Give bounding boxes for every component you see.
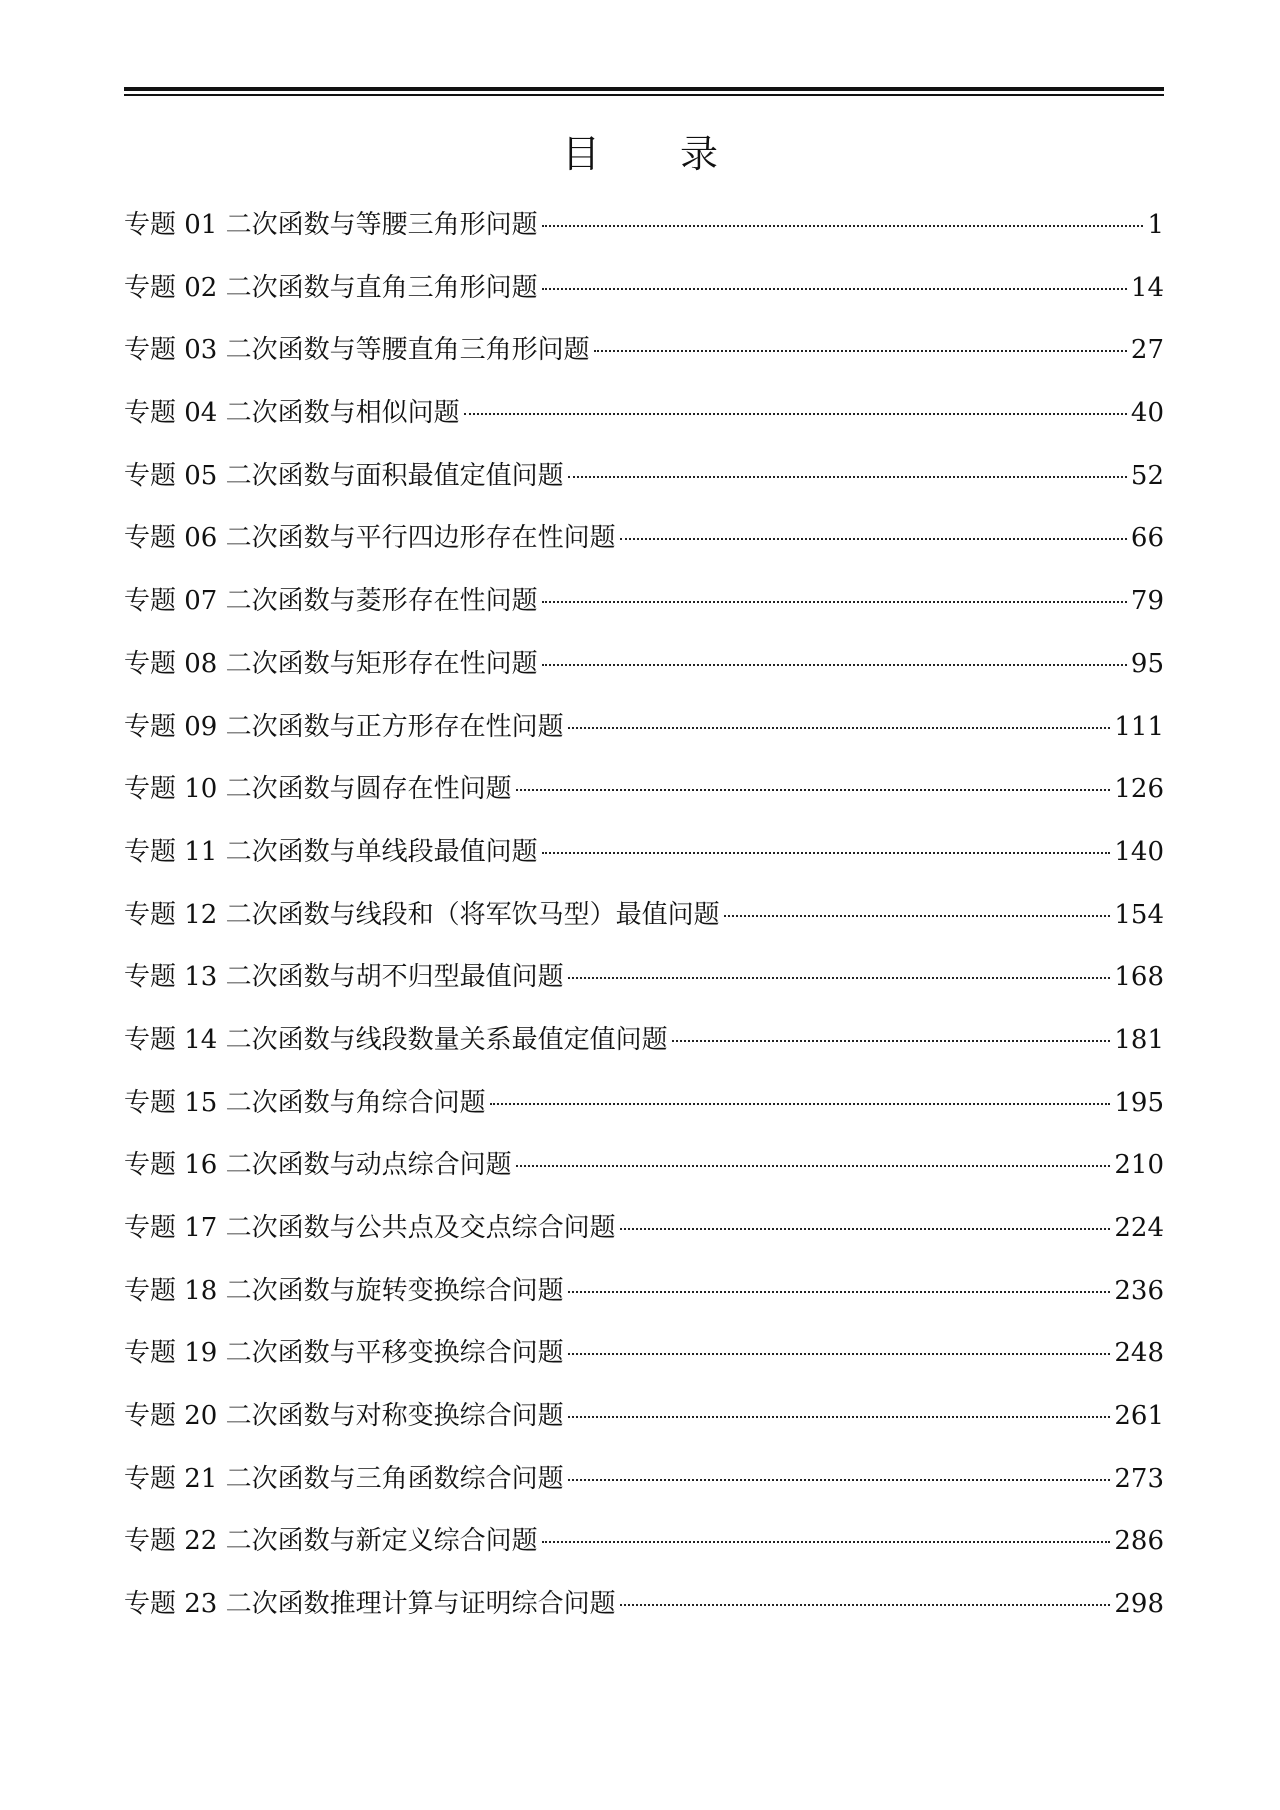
- toc-entry-title: 专题 11 二次函数与单线段最值问题: [124, 836, 538, 867]
- toc-entry-page: 79: [1130, 586, 1164, 617]
- toc-entry-leader: [516, 1165, 1111, 1167]
- toc-entry[interactable]: [124, 830, 1164, 893]
- toc-entry[interactable]: [124, 328, 1164, 391]
- toc-entry-page: 1: [1147, 210, 1164, 240]
- toc-entry-page: 95: [1130, 648, 1164, 679]
- toc-entry[interactable]: [124, 1018, 1164, 1081]
- toc-entry-title: 专题 01 二次函数与等腰三角形问题: [124, 210, 538, 240]
- toc-entry-leader: [568, 977, 1111, 979]
- toc-entry-leader: [542, 601, 1127, 603]
- toc-entry-title: 专题 02 二次函数与直角三角形问题: [124, 272, 538, 303]
- toc-entry-leader: [568, 476, 1127, 478]
- header-rule-thin: [124, 94, 1164, 96]
- toc-entry-leader: [542, 225, 1144, 227]
- toc-entry-leader: [464, 413, 1127, 415]
- toc-entry-page: 273: [1114, 1463, 1164, 1494]
- toc-entry-leader: [568, 1291, 1111, 1293]
- toc-entry-leader: [568, 1416, 1111, 1418]
- toc-entry-title: 专题 19 二次函数与平移变换综合问题: [124, 1338, 564, 1369]
- toc-entry-title: 专题 09 二次函数与正方形存在性问题: [124, 711, 564, 742]
- toc-entry[interactable]: [124, 1081, 1164, 1144]
- toc-entry[interactable]: [124, 1457, 1164, 1520]
- toc-list: [124, 203, 1164, 1645]
- toc-entry[interactable]: [124, 266, 1164, 329]
- toc-entry-page: 261: [1114, 1401, 1164, 1432]
- toc-entry[interactable]: [124, 1269, 1164, 1332]
- toc-entry-page: 126: [1114, 774, 1164, 805]
- toc-entry-title: 专题 06 二次函数与平行四边形存在性问题: [124, 523, 616, 554]
- toc-entry-leader: [568, 1353, 1111, 1355]
- toc-entry-page: 14: [1130, 272, 1164, 303]
- toc-entry[interactable]: [124, 1206, 1164, 1269]
- toc-entry[interactable]: [124, 203, 1164, 266]
- toc-entry[interactable]: [124, 391, 1164, 454]
- toc-entry-leader: [568, 727, 1111, 729]
- toc-entry-title: 专题 22 二次函数与新定义综合问题: [124, 1526, 538, 1557]
- toc-entry-page: 298: [1114, 1589, 1164, 1620]
- toc-entry-leader: [516, 789, 1111, 791]
- toc-entry-page: 248: [1114, 1338, 1164, 1369]
- toc-entry-leader: [542, 1541, 1111, 1543]
- toc-entry[interactable]: [124, 1331, 1164, 1394]
- toc-entry-title: 专题 23 二次函数推理计算与证明综合问题: [124, 1589, 616, 1620]
- toc-entry-title: 专题 20 二次函数与对称变换综合问题: [124, 1401, 564, 1432]
- toc-entry-title: 专题 04 二次函数与相似问题: [124, 398, 460, 429]
- toc-entry[interactable]: [124, 1394, 1164, 1457]
- toc-entry[interactable]: [124, 454, 1164, 517]
- toc-entry-title: 专题 21 二次函数与三角函数综合问题: [124, 1463, 564, 1494]
- toc-entry-page: 27: [1130, 335, 1164, 366]
- toc-entry-page: 52: [1130, 460, 1164, 491]
- toc-entry[interactable]: [124, 767, 1164, 830]
- toc-entry-page: 111: [1114, 711, 1164, 742]
- toc-entry-title: 专题 05 二次函数与面积最值定值问题: [124, 460, 564, 491]
- toc-entry-page: 154: [1114, 899, 1164, 930]
- toc-entry[interactable]: [124, 893, 1164, 956]
- toc-entry-leader: [490, 1103, 1111, 1105]
- toc-entry[interactable]: [124, 1582, 1164, 1645]
- toc-entry-page: 224: [1114, 1213, 1164, 1243]
- toc-entry[interactable]: [124, 1143, 1164, 1206]
- toc-entry-title: 专题 07 二次函数与菱形存在性问题: [124, 586, 538, 617]
- toc-entry-leader: [542, 664, 1127, 666]
- toc-entry-page: 236: [1114, 1275, 1164, 1306]
- toc-entry-page: 181: [1114, 1024, 1164, 1055]
- toc-entry-title: 专题 14 二次函数与线段数量关系最值定值问题: [124, 1024, 668, 1055]
- toc-entry-page: 40: [1130, 398, 1164, 429]
- toc-entry-page: 195: [1114, 1087, 1164, 1118]
- toc-entry-title: 专题 16 二次函数与动点综合问题: [124, 1150, 512, 1181]
- toc-entry-leader: [542, 288, 1127, 290]
- toc-entry-leader: [568, 1479, 1111, 1481]
- toc-entry-leader: [542, 852, 1111, 854]
- toc-entry-leader: [620, 1604, 1111, 1606]
- toc-entry-page: 66: [1130, 523, 1164, 554]
- toc-entry-title: 专题 18 二次函数与旋转变换综合问题: [124, 1275, 564, 1306]
- toc-entry[interactable]: [124, 1519, 1164, 1582]
- toc-title: 目 录: [561, 132, 753, 176]
- toc-entry-title: 专题 12 二次函数与线段和（将军饮马型）最值问题: [124, 899, 720, 930]
- toc-entry[interactable]: [124, 955, 1164, 1018]
- toc-entry-page: 210: [1114, 1150, 1164, 1181]
- toc-entry-page: 286: [1114, 1526, 1164, 1557]
- toc-entry-leader: [594, 350, 1127, 352]
- toc-entry-leader: [620, 1228, 1111, 1230]
- toc-entry-page: 168: [1114, 962, 1164, 993]
- toc-entry-title: 专题 15 二次函数与角综合问题: [124, 1087, 486, 1118]
- toc-entry-title: 专题 10 二次函数与圆存在性问题: [124, 774, 512, 805]
- toc-entry-title: 专题 08 二次函数与矩形存在性问题: [124, 648, 538, 679]
- toc-entry-page: 140: [1114, 836, 1164, 867]
- toc-entry-title: 专题 17 二次函数与公共点及交点综合问题: [124, 1213, 616, 1243]
- toc-entry-leader: [672, 1040, 1111, 1042]
- header-rule-thick: [124, 87, 1164, 91]
- toc-entry-leader: [724, 915, 1111, 917]
- toc-entry-title: 专题 03 二次函数与等腰直角三角形问题: [124, 335, 590, 366]
- toc-entry-leader: [620, 538, 1127, 540]
- toc-entry-title: 专题 13 二次函数与胡不归型最值问题: [124, 962, 564, 993]
- toc-entry[interactable]: [124, 642, 1164, 705]
- toc-entry[interactable]: [124, 516, 1164, 579]
- toc-entry[interactable]: [124, 579, 1164, 642]
- toc-entry[interactable]: [124, 705, 1164, 768]
